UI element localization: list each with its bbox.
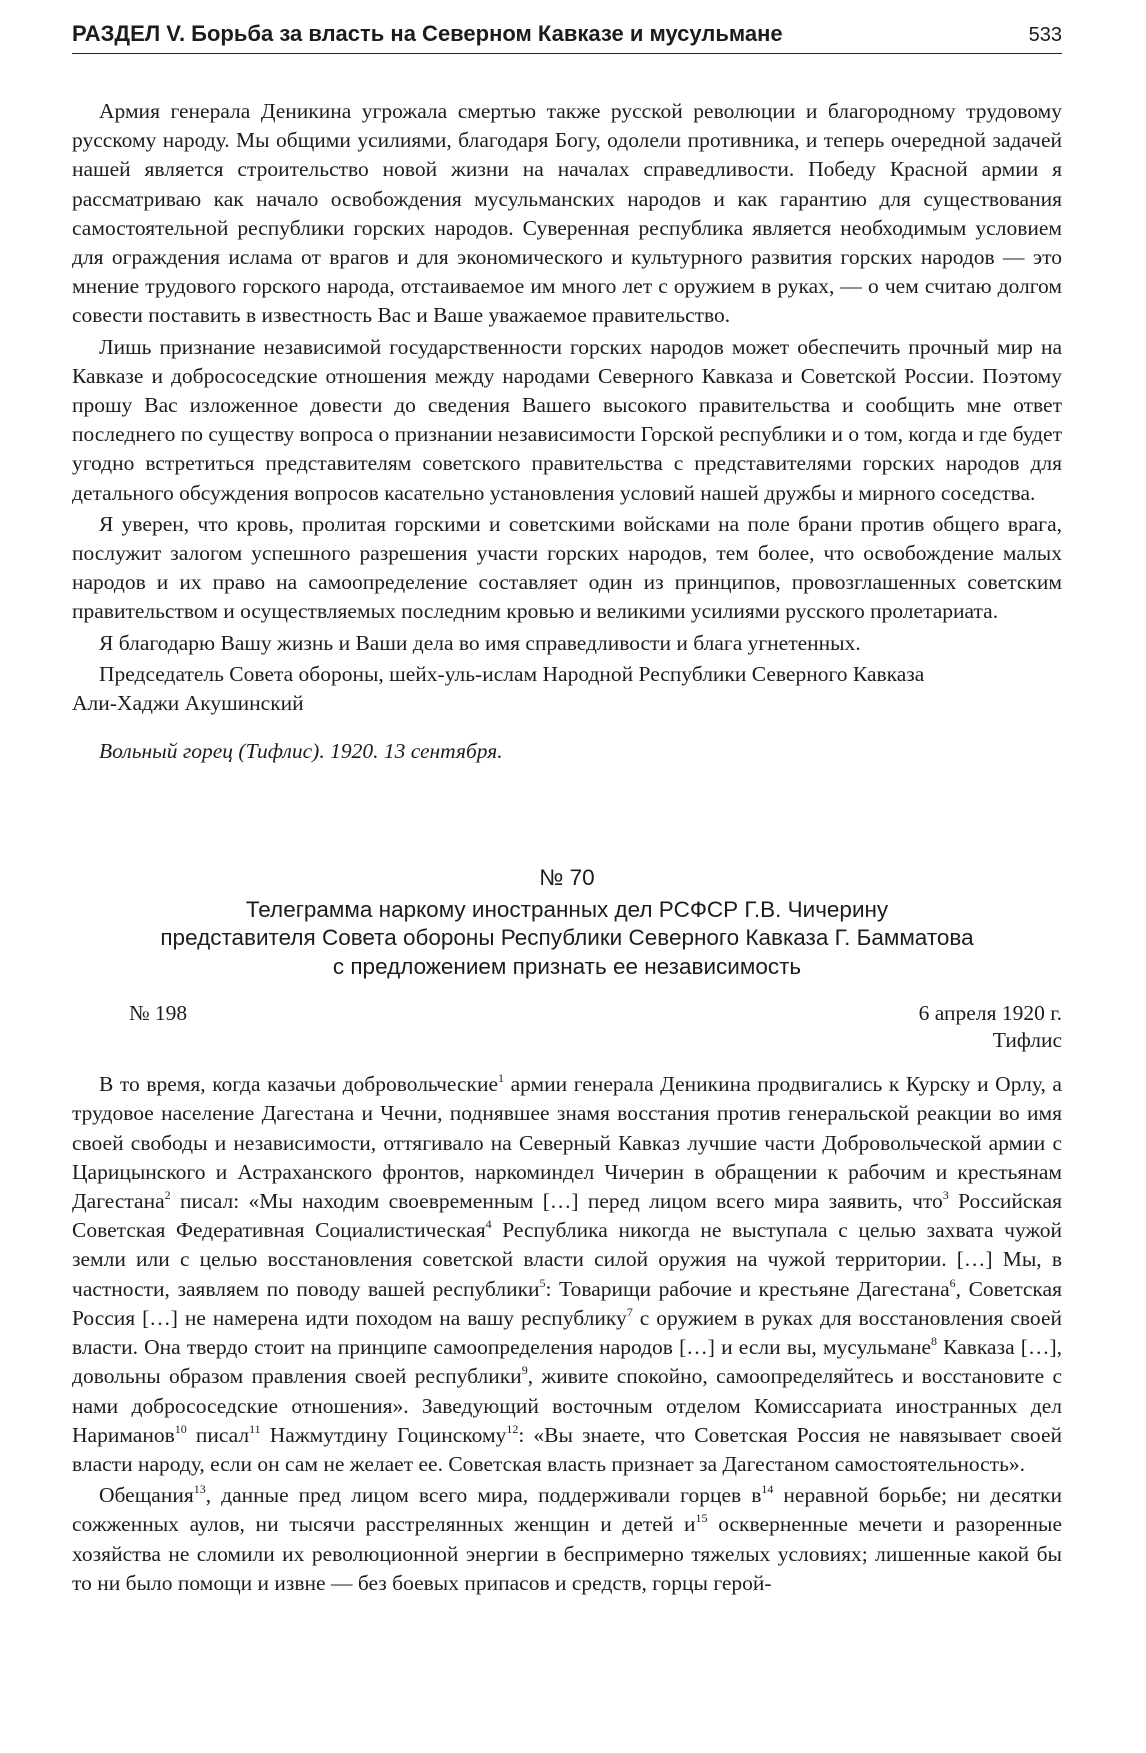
paragraph: Я благодарю Вашу жизнь и Ваши дела во имя справедливости и блага угнетенных.: [99, 630, 861, 655]
document-title-line: представителя Совета обороны Республики Северного Кавказа Г. Бамматова: [160, 925, 974, 951]
telegram-date: 6 апреля 1920 г.: [918, 1001, 1062, 1026]
footnote-ref: 9: [521, 1363, 528, 1378]
letter-body: [72, 97, 1062, 718]
document-number: № 70: [539, 865, 595, 891]
footnote-ref: 2: [164, 1188, 171, 1203]
paragraph: Обещания$^{13}$, данные пред лицом всего мира, поддерживали горцев $в^{14}$ неравной борьбе; ни десятки сожженных аулов, ни тысячи расстрелянных женщин и детей $и^{15}$ оскверненные мечети и разоренные хозяйства не сломили их революционной энергии в беспримерно тяжелых условиях; лишенные какой бы то ни было помощи и извне — без боевых припасов и средств, горцы герой-: [72, 1482, 1062, 1595]
signature-name: Али-Хаджи Акушинский: [72, 691, 304, 716]
telegram-number: № 198: [129, 1001, 188, 1026]
footnote-ref: 15: [695, 1511, 708, 1526]
running-header: [72, 20, 1062, 54]
signature-title: Председатель Совета обороны, шейх-уль-ислам Народной Республики Северного Кавказа: [99, 661, 925, 686]
page-number: 533: [1028, 24, 1062, 46]
footnote-ref: 5: [539, 1275, 546, 1290]
paragraph: Я уверен, что кровь, пролитая горскими и советскими войсками на поле брани против общего врага, послужит залогом успешного разрешения участи горских народов, тем более, что освобождение малых народов и их право на самоопределение составляет один из принципов, провозглашенных советским правительством и осуществляемых последним кровью и великими усилиями русского пролетариата.: [72, 511, 1062, 624]
document-title-line: с предложением признать ее независимость: [332, 953, 802, 979]
footnote-ref: 1: [498, 1071, 505, 1086]
footnote-ref: 3: [942, 1188, 949, 1203]
telegram-body: [72, 1070, 1062, 1598]
footnote-ref: 11: [249, 1421, 261, 1436]
footnote-ref: 14: [761, 1482, 774, 1497]
footnote-ref: 12: [506, 1421, 519, 1436]
telegram-place: Тифлис: [992, 1028, 1062, 1053]
document-heading: [72, 864, 1062, 981]
source-citation: Вольный горец (Тифлис). 1920. 13 сентября.: [99, 739, 503, 764]
section-title: РАЗДЕЛ V. Борьба за власть на Северном Кавказе и мусульмане: [72, 21, 783, 46]
footnote-ref: 10: [174, 1421, 187, 1436]
paragraph: В то время, когда казачьи добровольческие$^1$ армии генерала Деникина продвигались к Курску и Орлу, а трудовое население Дагестана и Чечни, поднявшее знамя восстания против генеральской реакции во имя своей свободы и независимости, оттягивало на Северный Кавказ лучшие части Добровольческой армии с Царицынского и Астраханского фронтов, наркоминдел Чичерин в обращении к рабочим и крестьянам Дагестана$^2$ писал: «Мы находим своевременным […] перед лицом всего мира заявить, что$^3$ Российская Советская Федеративная Социалистическая$^4$ Республика никогда не выступала с целью захвата чужой земли или с целью восстановления советской власти силой оружия на чужой территории. […] Мы, в частности, заявляем по поводу вашей республики$^5$: Товарищи рабочие и крестьяне Дагестана$^6$, Советская Россия […] не намерена идти походом на вашу республику$^7$ с оружием в руках для восстановления своей власти. Она твердо стоит на принципе самоопределения народов […] и если вы, мусульмане$^8$ Кавказа […], довольны образом правления своей республики$^9$, живите спокойно, самоопределяйтесь и восстановите с нами добрососедские отношения». Заведующий восточным отделом Комиссариата иностранных дел Нариманов$^{10}$ писал$^{11}$ Нажмутдину Гоцинскому$^{12}$: «Вы знаете, что Советская Россия не навязывает своей власти народу, если он сам не желает ее. Советская власть признает за Дагестаном самостоятельность».: [72, 1071, 1062, 1476]
footnote-ref: 6: [949, 1275, 956, 1290]
footnote-ref: 8: [931, 1334, 937, 1349]
document-meta: [72, 1001, 1062, 1057]
book-page: [72, 20, 1062, 1598]
footnote-ref: 7: [626, 1304, 633, 1319]
paragraph: Армия генерала Деникина угрожала смертью также русской революции и благородному трудовому русскому народу. Мы общими усилиями, благодаря Богу, одолели противника, и теперь очередной задачей нашей является строительство новой жизни на началах справедливости. Победу Красной армии я рассматриваю как начало освобождения мусульманских народов и как гарантию для существования самостоятельной республики горских народов. Суверенная республика является необходимым условием для ограждения ислама от врагов и для экономического и культурного развития горских народов — это мнение трудового горского народа, отстаиваемое им много лет с оружием в руках, — о чем считаю долгом совести поставить в известность Вас и Ваше уважаемое правительство.: [72, 99, 1062, 328]
document-title-line: Телеграмма наркому иностранных дел РСФСР Г.В. Чичерину: [245, 896, 889, 922]
footnote-ref: 4: [485, 1217, 492, 1232]
footnote-ref: 13: [193, 1482, 206, 1497]
paragraph: Лишь признание независимой государственности горских народов может обеспечить прочный мир на Кавказе и добрососедские отношения между народами Северного Кавказа и Советской России. Поэтому прошу Вас изложенное довести до сведения Вашего высокого правительства и сообщить мне ответ последнего по существу вопроса о признании независимости Горской республики и о том, когда и где будет угодно встретиться представителям советского правительства с представителями горских народов для детального обсуждения вопросов касательно установления условий нашей дружбы и мирного соседства.: [72, 334, 1062, 505]
